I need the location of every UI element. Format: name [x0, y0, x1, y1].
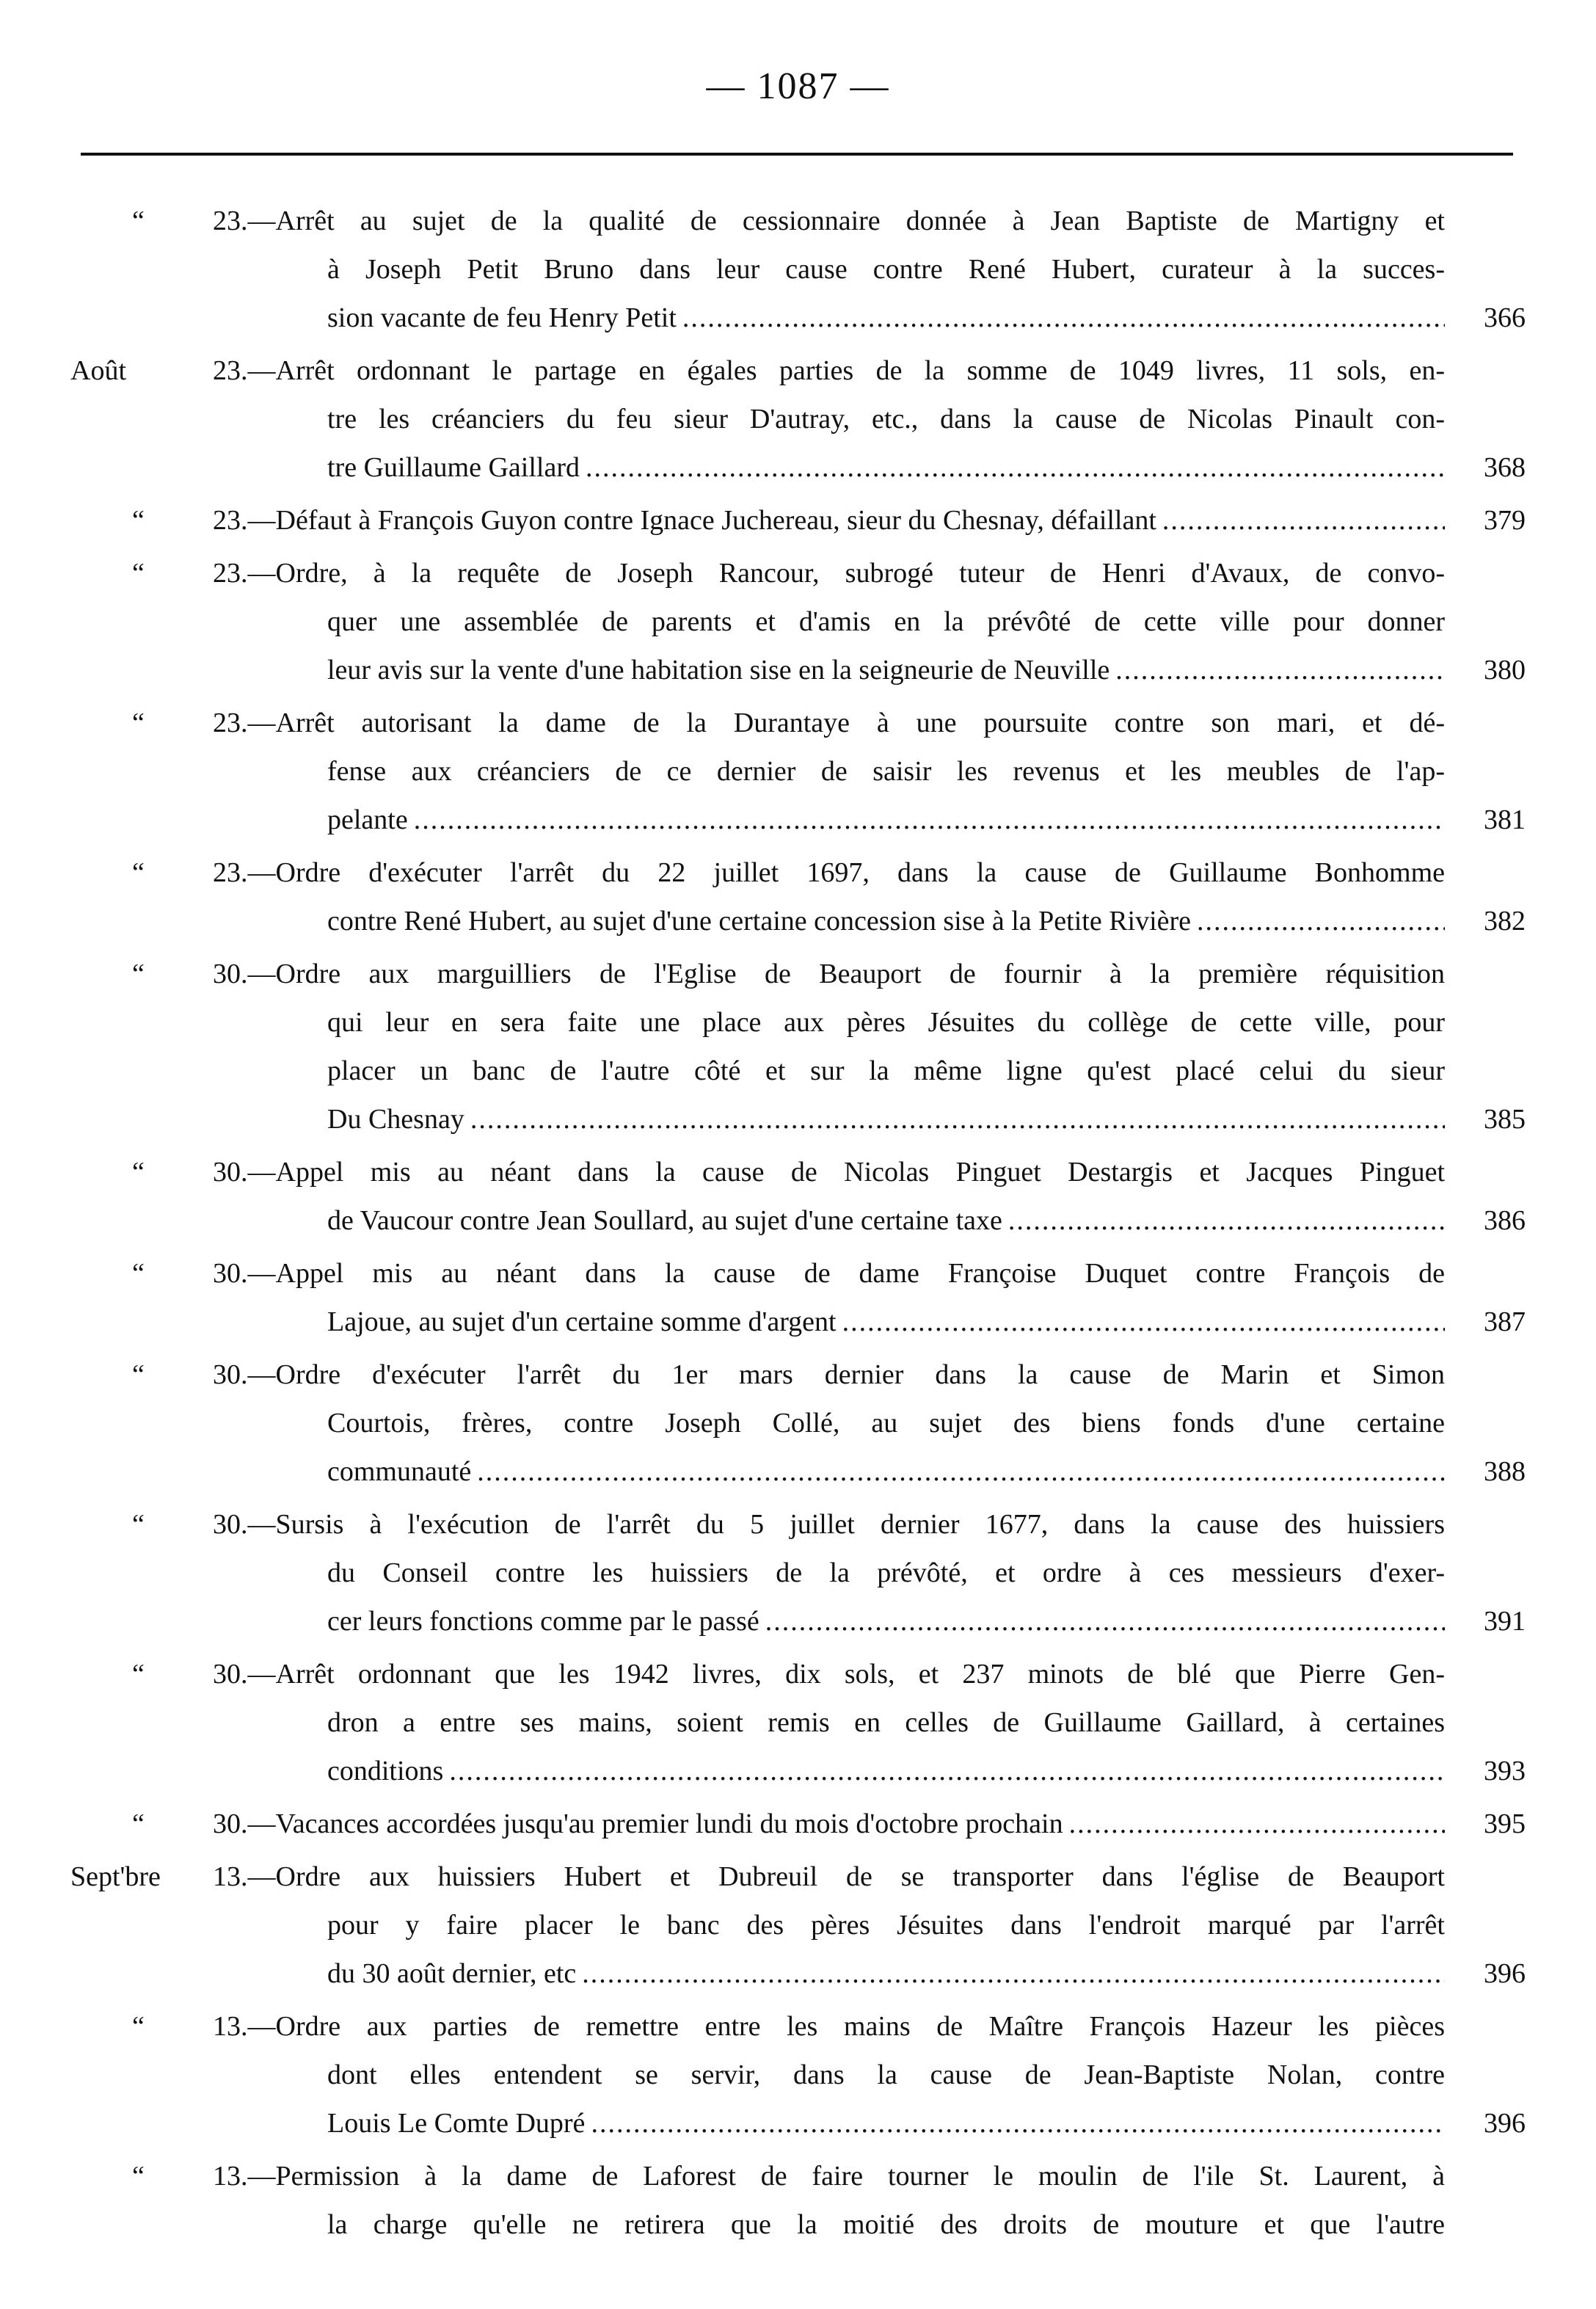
ditto-mark: “ — [132, 1808, 145, 1839]
page-reference: 379 — [1484, 505, 1526, 536]
entry-line — [0, 1350, 1596, 1399]
header-rule — [81, 153, 1513, 156]
index-entry — [0, 848, 1596, 945]
entry-line — [0, 2002, 1596, 2051]
entry-text — [327, 443, 1445, 492]
dot-leader — [591, 2099, 1445, 2148]
ditto-mark: “ — [132, 2011, 145, 2042]
entry-text — [327, 294, 1445, 342]
entry-text: placer un banc de l'autre côté et sur la même ligne qu'est placé celui du sieur — [327, 1055, 1445, 1086]
entry-text — [327, 796, 1445, 844]
entry-text: 30.—Sursis à l'exécution de l'arrêt du 5 juillet dernier 1677, dans la cause des huissiers — [213, 1509, 1445, 1540]
entry-text: 23.—Arrêt au sujet de la qualité de cessionnaire donnée à Jean Baptiste de Martigny et — [213, 206, 1445, 236]
dot-leader — [1197, 897, 1445, 945]
dot-leader — [1069, 1800, 1445, 1848]
entry-text: la charge qu'elle ne retirera que la moitié des droits de mouture et que l'autre — [327, 2209, 1445, 2240]
entry-line — [0, 848, 1596, 897]
page-reference: 380 — [1484, 655, 1526, 686]
entry-line — [0, 646, 1596, 694]
ditto-mark: “ — [132, 1509, 145, 1540]
entry-line — [0, 2152, 1596, 2200]
entry-text — [327, 1597, 1445, 1646]
entry-text-run: communauté — [327, 1456, 472, 1487]
entry-text: 13.—Ordre aux huissiers Hubert et Dubreuil de se transporter dans l'église de Beauport — [213, 1861, 1445, 1892]
entry-line — [0, 549, 1596, 597]
entry-text: Courtois, frères, contre Joseph Collé, au sujet des biens fonds d'une certaine — [327, 1408, 1445, 1439]
ditto-mark: “ — [132, 1659, 145, 1690]
entry-text: 30.—Appel mis au néant dans la cause de Nicolas Pinguet Destargis et Jacques Pinguet — [213, 1157, 1445, 1188]
entry-line — [0, 1800, 1596, 1848]
entry-text-run: Louis Le Comte Dupré — [327, 2108, 586, 2139]
entry-line — [0, 1148, 1596, 1196]
entry-text-run: pelante — [327, 804, 408, 835]
ditto-mark: “ — [132, 505, 145, 536]
entry-text: 30.—Ordre aux marguilliers de l'Eglise de Beauport de fournir à la première réquisition — [213, 959, 1445, 989]
entry-text: 13.—Permission à la dame de Laforest de faire tourner le moulin de l'ile St. Laurent, à — [213, 2161, 1445, 2192]
entry-line — [0, 197, 1596, 245]
entry-text: 30.—Arrêt ordonnant que les 1942 livres, dix sols, et 237 minots de blé que Pierre Gen- — [213, 1659, 1445, 1690]
index-entry — [0, 549, 1596, 694]
entry-text — [327, 1949, 1445, 1998]
index-entry — [0, 1350, 1596, 1496]
entry-text — [327, 1298, 1445, 1346]
entry-text: 23.—Arrêt autorisant la dame de la Durantaye à une poursuite contre son mari, et dé- — [213, 708, 1445, 738]
page-reference: 395 — [1484, 1808, 1526, 1839]
entry-line — [0, 1597, 1596, 1646]
ditto-mark: “ — [132, 558, 145, 589]
entry-text: quer une assemblée de parents et d'amis en la prévôté de cette ville pour donner — [327, 606, 1445, 637]
entry-line — [0, 1298, 1596, 1346]
entry-line — [0, 1249, 1596, 1298]
dot-leader — [449, 1747, 1445, 1795]
entry-line — [0, 443, 1596, 492]
entry-line — [0, 699, 1596, 747]
entry-text: 23.—Arrêt ordonnant le partage en égales parties de la somme de 1049 livres, 11 sols, en- — [213, 355, 1445, 386]
entry-line — [0, 2200, 1596, 2249]
entry-text: 13.—Ordre aux parties de remettre entre les mains de Maître François Hazeur les pièces — [213, 2011, 1445, 2042]
entry-line — [0, 950, 1596, 998]
entry-text: 23.—Ordre, à la requête de Joseph Rancour, subrogé tuteur de Henri d'Avaux, de convo- — [213, 558, 1445, 589]
entry-line — [0, 1650, 1596, 1698]
entry-line — [0, 747, 1596, 796]
index-entry — [0, 1148, 1596, 1245]
entry-text-run: contre René Hubert, au sujet d'une certaine concession sise à la Petite Rivière — [327, 906, 1192, 937]
entry-text: qui leur en sera faite une place aux pères Jésuites du collège de cette ville, pour — [327, 1007, 1445, 1038]
entry-text: fense aux créanciers de ce dernier de saisir les revenus et les meubles de l'ap- — [327, 756, 1445, 787]
ditto-mark: “ — [132, 1359, 145, 1390]
page-reference: 387 — [1484, 1306, 1526, 1337]
dot-leader — [1115, 646, 1445, 694]
index-entry — [0, 1500, 1596, 1646]
entry-text-run: conditions — [327, 1756, 444, 1786]
ditto-mark: “ — [132, 708, 145, 738]
dot-leader — [586, 443, 1445, 492]
entry-line — [0, 998, 1596, 1047]
entry-text: à Joseph Petit Bruno dans leur cause contre René Hubert, curateur à la succes- — [327, 254, 1445, 285]
index-entry — [0, 699, 1596, 844]
dot-leader — [682, 294, 1445, 342]
dot-leader — [470, 1095, 1445, 1143]
entry-line — [0, 1852, 1596, 1901]
dot-leader — [477, 1447, 1445, 1496]
entry-text-run: cer leurs fonctions comme par le passé — [327, 1606, 759, 1637]
dot-leader — [1162, 496, 1445, 545]
entry-line — [0, 346, 1596, 395]
index-entry — [0, 346, 1596, 492]
entry-text-run: 30.—Vacances accordées jusqu'au premier lundi du mois d'octobre prochain — [213, 1808, 1063, 1839]
dot-leader — [1008, 1196, 1445, 1245]
entry-text: 23.—Ordre d'exécuter l'arrêt du 22 juillet 1697, dans la cause de Guillaume Bonhomme — [213, 857, 1445, 888]
page-reference: 381 — [1484, 804, 1526, 835]
entry-text — [327, 2099, 1445, 2148]
entry-text: dont elles entendent se servir, dans la cause de Jean-Baptiste Nolan, contre — [327, 2059, 1445, 2090]
dot-leader — [582, 1949, 1445, 1998]
entry-line — [0, 1747, 1596, 1795]
page-reference: 388 — [1484, 1456, 1526, 1487]
ditto-mark: “ — [132, 2161, 145, 2192]
index-entry — [0, 1800, 1596, 1848]
ditto-mark: “ — [132, 959, 145, 989]
page-reference: 382 — [1484, 906, 1526, 937]
dot-leader — [842, 1298, 1445, 1346]
page-reference: 385 — [1484, 1104, 1526, 1135]
entry-line — [0, 1901, 1596, 1949]
entry-text-run: du 30 août dernier, etc — [327, 1958, 577, 1989]
ditto-mark: “ — [132, 857, 145, 888]
ditto-mark: “ — [132, 1157, 145, 1188]
page-reference: 386 — [1484, 1205, 1526, 1236]
entry-line — [0, 597, 1596, 646]
entry-line — [0, 1447, 1596, 1496]
entry-text: 30.—Appel mis au néant dans la cause de dame Françoise Duquet contre François de — [213, 1258, 1445, 1289]
entry-line — [0, 395, 1596, 443]
entry-line — [0, 294, 1596, 342]
entry-text-run: leur avis sur la vente d'une habitation sise en la seigneurie de Neuville — [327, 655, 1110, 686]
entry-text — [213, 1800, 1445, 1848]
entry-text: dron a entre ses mains, soient remis en celles de Guillaume Gaillard, à certaines — [327, 1707, 1445, 1738]
entry-text — [327, 897, 1445, 945]
index-entry — [0, 496, 1596, 545]
entry-text-run: Du Chesnay — [327, 1104, 464, 1135]
month-label: Sept'bre — [70, 1861, 161, 1892]
entry-line — [0, 897, 1596, 945]
entry-text-run: 23.—Défaut à François Guyon contre Ignace Juchereau, sieur du Chesnay, défaillant — [213, 505, 1156, 536]
entry-line — [0, 496, 1596, 545]
index-entry — [0, 2002, 1596, 2148]
ditto-mark: “ — [132, 1258, 145, 1289]
entry-text: tre les créanciers du feu sieur D'autray, etc., dans la cause de Nicolas Pinault con- — [327, 404, 1445, 434]
page-reference: 366 — [1484, 302, 1526, 333]
entry-text — [327, 646, 1445, 694]
entry-line — [0, 1549, 1596, 1597]
index-entry — [0, 1852, 1596, 1998]
index-entry — [0, 1650, 1596, 1795]
entry-line — [0, 245, 1596, 294]
page-reference: 391 — [1484, 1606, 1526, 1637]
month-label: Août — [70, 355, 126, 386]
entry-line — [0, 1949, 1596, 1998]
entry-text — [213, 496, 1445, 545]
dot-leader — [414, 796, 1445, 844]
page-reference: 396 — [1484, 1958, 1526, 1989]
index-entry — [0, 2152, 1596, 2249]
entry-line — [0, 796, 1596, 844]
index-entries — [0, 197, 1596, 2253]
entry-text-run: Lajoue, au sujet d'un certaine somme d'argent — [327, 1306, 837, 1337]
ditto-mark: “ — [132, 206, 145, 236]
entry-text — [327, 1095, 1445, 1143]
dot-leader — [765, 1597, 1445, 1646]
entry-text-run: tre Guillaume Gaillard — [327, 452, 580, 483]
entry-line — [0, 1500, 1596, 1549]
entry-text: 30.—Ordre d'exécuter l'arrêt du 1er mars dernier dans la cause de Marin et Simon — [213, 1359, 1445, 1390]
entry-line — [0, 1399, 1596, 1447]
entry-line — [0, 1047, 1596, 1095]
index-entry — [0, 1249, 1596, 1346]
page-reference: 393 — [1484, 1756, 1526, 1786]
entry-line — [0, 1698, 1596, 1747]
page-reference: 396 — [1484, 2108, 1526, 2139]
entry-line — [0, 1095, 1596, 1143]
entry-line — [0, 2051, 1596, 2099]
index-entry — [0, 197, 1596, 342]
entry-line — [0, 1196, 1596, 1245]
entry-text-run: sion vacante de feu Henry Petit — [327, 302, 677, 333]
entry-text — [327, 1747, 1445, 1795]
entry-text-run: de Vaucour contre Jean Soullard, au sujet d'une certaine taxe — [327, 1205, 1002, 1236]
page-reference: 368 — [1484, 452, 1526, 483]
entry-text — [327, 1447, 1445, 1496]
page-number: — 1087 — — [706, 65, 890, 107]
entry-line — [0, 2099, 1596, 2148]
entry-text — [327, 1196, 1445, 1245]
entry-text: du Conseil contre les huissiers de la prévôté, et ordre à ces messieurs d'exer- — [327, 1557, 1445, 1588]
entry-text: pour y faire placer le banc des pères Jésuites dans l'endroit marqué par l'arrêt — [327, 1910, 1445, 1941]
index-entry — [0, 950, 1596, 1143]
